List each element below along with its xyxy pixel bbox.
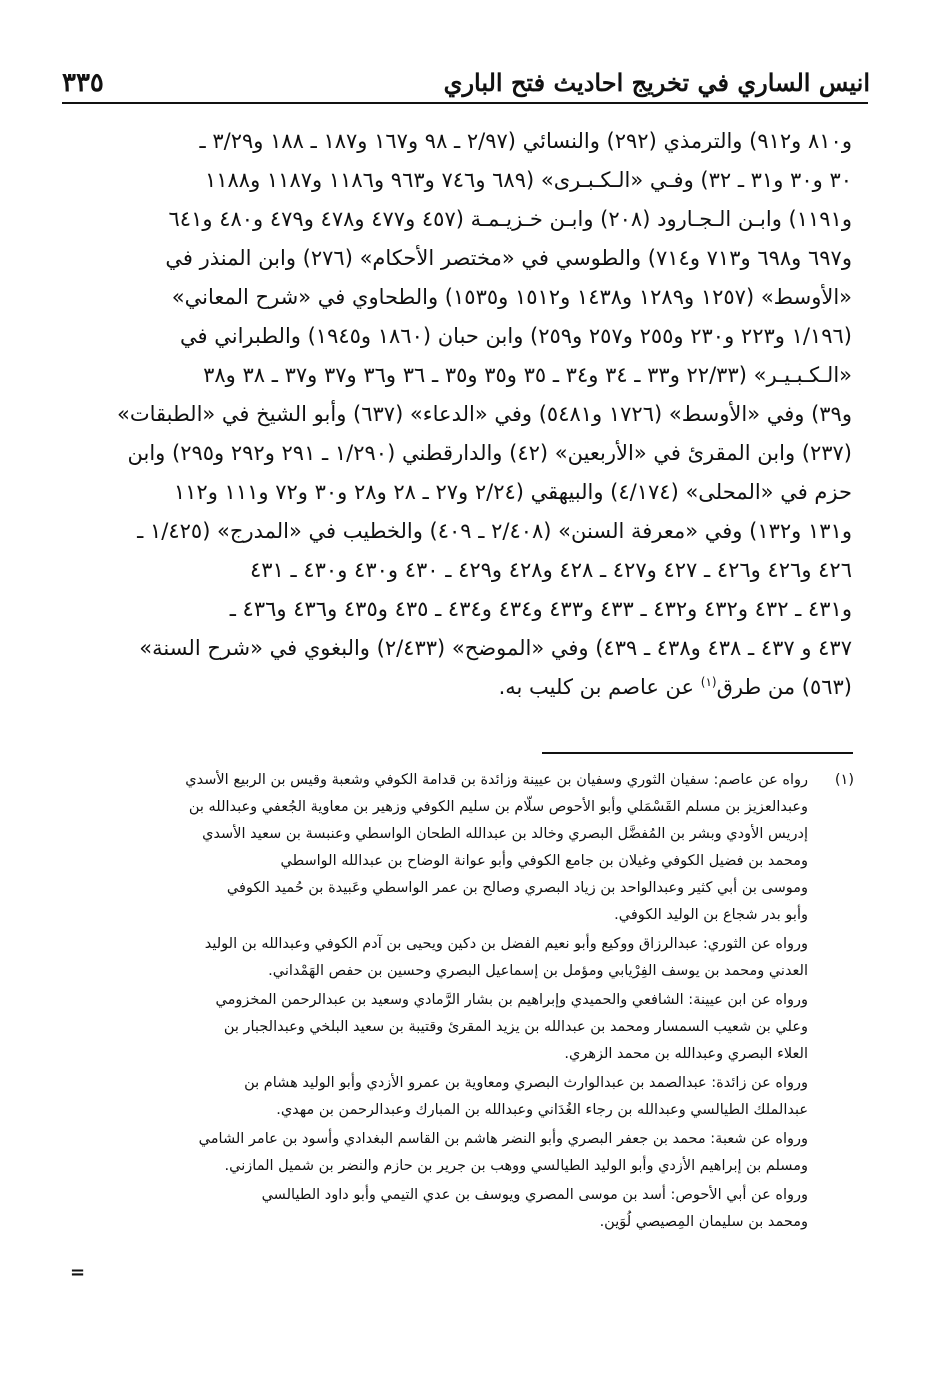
footnote-line: ومحمد بن فضيل الكوفي وغيلان بن جامع الكوفي وأبو عوانة الوضاح بن عبدالله الواسطي xyxy=(280,853,808,869)
text-fragment: (٥٦٣) من طرق xyxy=(716,675,852,699)
text-line: و٣٩) وفي «الأوسط» (١٧٢٦ و٥٤٨١) وفي «الدعاء» (٦٣٧) وأبو الشيخ في «الطبقات» xyxy=(116,402,852,426)
text-line: و٤٣١ ـ ٤٣٢ و٤٣٢ و٤٣٢ ـ ٤٣٣ و٤٣٣ و٤٣٤ و٤٣٤ ـ ٤٣٥ و٤٣٥ و٤٣٦ و٤٣٦ ـ xyxy=(229,597,852,621)
footnote-line: ومحمد بن سليمان المِصيصي لُوَين. xyxy=(599,1214,808,1230)
main-text xyxy=(84,122,852,707)
text-line-last xyxy=(84,668,852,707)
footnote-line: ورواه عن شعبة: محمد بن جعفر البصري وأبو النضر هاشم بن القاسم البغدادي وأسود بن عامر الشامي xyxy=(198,1131,808,1147)
footnote-line: وعبدالعزيز بن مسلم القَسْمَلي وأبو الأحوص سلّام بن سليم الكوفي وزهير بن معاوية الجُعفي وعبدالله بن xyxy=(188,799,808,815)
text-line: «الـكـبـيـر» (٢٢/٣٣ و٣٣ ـ ٣٤ و٣٤ ـ ٣٥ و٣٥ و٣٥ ـ ٣٦ و٣٦ و٣٧ و٣٧ ـ ٣٨ و٣٨ xyxy=(203,363,852,387)
text-line: ٣٠ و٣٠ و٣١ ـ ٣٢) وفـي «الـكـبـرى» (٦٨٩ و٧٤٦ و٩٦٣ و١١٨٦ و١١٨٧ و١١٨٨ xyxy=(204,168,852,192)
footnote-line: ومسلم بن إبراهيم الأزدي وأبو الوليد الطيالسي ووهب بن جرير بن حازم والنضر بن شميل المازني. xyxy=(224,1158,808,1174)
footnote-paragraph xyxy=(96,766,854,928)
footnote-line: وأبو بدر شجاع بن الوليد الكوفي. xyxy=(614,907,808,923)
text-line: ٤٢٦ و٤٢٦ و٤٢٦ ـ ٤٢٧ و٤٢٧ ـ ٤٢٨ و٤٢٨ و٤٢٩ ـ ٤٣٠ و٤٣٠ و٤٣٠ ـ ٤٣١ xyxy=(250,558,852,582)
footnote-line: ورواه عن أبي الأحوص: أسد بن موسى المصري ويوسف بن عدي التيمي وأبو داود الطيالسي xyxy=(261,1187,808,1203)
footnote-paragraph xyxy=(96,1181,854,1235)
text-line: و١١٩١) وابـن الـجـارود (٢٠٨) وابـن خـزيـمـة (٤٥٧ و٤٧٧ و٤٧٨ و٤٧٩ و٤٨٠ و٦٤١ xyxy=(168,207,852,231)
footnote-paragraph xyxy=(96,930,854,984)
text-line: و١٣١ و١٣٢) وفي «معرفة السنن» (٢/٤٠٨ ـ ٤٠٩) والخطيب في «المدرج» (١/٤٢٥ ـ xyxy=(137,519,852,543)
footnote-line: وموسى بن أبي كثير وعبدالواحد بن زياد البصري وصالح بن عمر الواسطي وعَبيدة بن حُميد الكوفي xyxy=(226,880,808,896)
header-rule xyxy=(62,102,868,104)
footnote-line: ورواه عن ابن عيينة: الشافعي والحميدي وإبراهيم بن بشار الرَّمادي وسعيد بن عبدالرحمن المخزومي xyxy=(215,992,808,1008)
page-number: ٣٣٥ xyxy=(62,68,104,98)
footnote-paragraph xyxy=(96,1125,854,1179)
footnote-line: وعلي بن شعيب السمسار ومحمد بن عبدالله بن يزيد المقرئ وقتيبة بن سعيد البلخي وعبدالجبار بن xyxy=(223,1019,808,1035)
running-title: انيس الساري في تخريج احاديث فتح الباري xyxy=(443,68,870,97)
footnote-paragraph xyxy=(96,1069,854,1123)
footnote-marker: (١) xyxy=(834,772,854,788)
footnote-line: العلاء البصري وعبدالله بن محمد الزهري. xyxy=(564,1046,808,1062)
footnote-line: العدني ومحمد بن يوسف الفِرْيابي ومؤمل بن إسماعيل البصري وحسين بن حفص الهَمْداني. xyxy=(268,963,808,979)
footnote-reference[interactable]: (١) xyxy=(700,675,717,689)
footnote-paragraph xyxy=(96,986,854,1067)
text-line: ٤٣٧ و ٤٣٧ ـ ٤٣٨ و٤٣٨ ـ ٤٣٩) وفي «الموضح» (٢/٤٣٣) والبغوي في «شرح السنة» xyxy=(139,636,852,660)
footnote-line: ورواه عن زائدة: عبدالصمد بن عبدالوارث البصري ومعاوية بن عمرو الأزدي وأبو الوليد هشام بن xyxy=(244,1075,808,1091)
footnotes xyxy=(96,766,854,1237)
footnote-separator xyxy=(542,752,853,754)
continuation-mark: = xyxy=(70,1262,86,1283)
footnote-line: إدريس الأودي وبشر بن المُفضَّل البصري وخالد بن عبدالله الطحان الواسطي وعنبسة بن سعيد الأسدي xyxy=(202,826,808,842)
text-line: «الأوسط» (١٢٥٧ و١٢٨٩ و١٤٣٨ و١٥١٢ و١٥٣٥) والطحاوي في «شرح المعاني» xyxy=(171,285,852,309)
footnote-text: رواه عن عاصم: سفيان الثوري وسفيان بن عيينة وزائدة بن قدامة الكوفي وشعبة وقيس بن الربيع الأسدي xyxy=(185,772,808,788)
text-line: حزم في «المحلى» (٤/١٧٤) والبيهقي (٢/٢٤ و٢٧ ـ ٢٨ و٢٨ و٣٠ و٧٢ و١١١ و١١٢ xyxy=(173,480,852,504)
text-line: و٨١٠ و٩١٢) والترمذي (٢٩٢) والنسائي (٢/٩٧ ـ ٩٨ و١٦٧ و١٨٧ ـ ١٨٨ و٣/٢٩ ـ xyxy=(199,129,852,153)
footnote-line: عبدالملك الطيالسي وعبدالله بن رجاء الغُدَاني وعبدالله بن المبارك وعبدالرحمن بن مهدي. xyxy=(276,1102,808,1118)
footnote-line: ورواه عن الثوري: عبدالرزاق ووكيع وأبو نعيم الفضل بن دكين ويحيى بن آدم الكوفي وعبدالله بن الوليد xyxy=(204,936,808,952)
footnote-line xyxy=(96,766,854,793)
page-header xyxy=(62,62,870,102)
text-line: و٦٩٧ و٦٩٨ و٧١٣ و٧١٤) والطوسي في «مختصر الأحكام» (٢٧٦) وابن المنذر في xyxy=(165,246,852,270)
text-line: (٢٣٧) وابن المقرئ في «الأربعين» (٤٢) والدارقطني (١/٢٩٠ ـ ٢٩١ و٢٩٢ و٢٩٥) وابن xyxy=(127,441,852,465)
text-line: (١/١٩٦ و٢٢٣ و٢٣٠ و٢٥٥ و٢٥٧ و٢٥٩) وابن حبان (١٨٦٠ و١٩٤٥) والطبراني في xyxy=(180,324,852,348)
text-fragment: عن عاصم بن كليب به. xyxy=(498,675,701,699)
